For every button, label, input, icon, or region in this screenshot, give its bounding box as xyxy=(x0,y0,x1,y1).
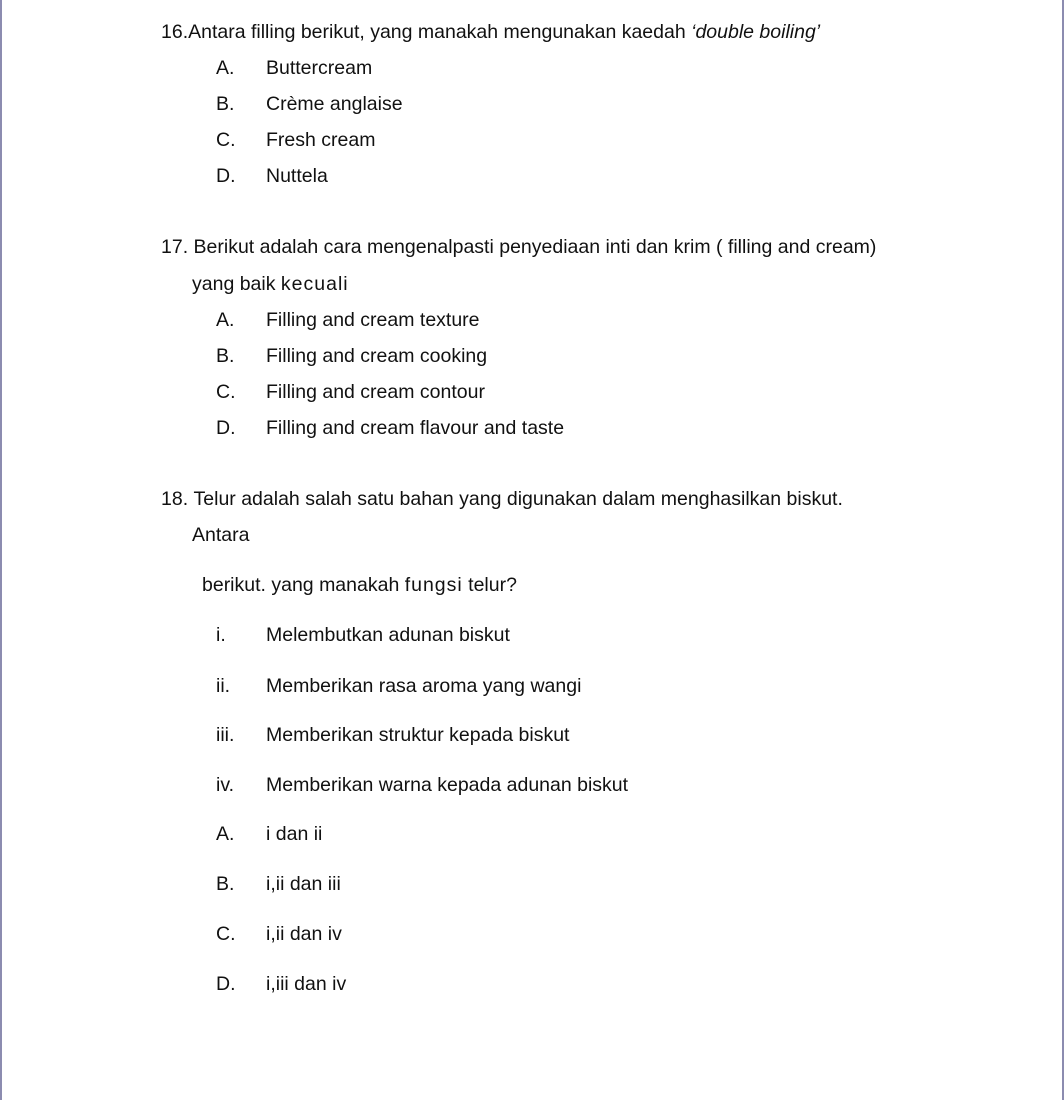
q18-option-a-letter: A. xyxy=(216,823,235,845)
question-16-text: Antara filling berikut, yang manakah mengunakan kaedah xyxy=(188,21,692,43)
question-18-keyword-fungsi: fungsi xyxy=(404,574,463,596)
question-17-keyword-kecuali: kecuali xyxy=(280,273,349,295)
q18-statement-iv-text: Memberikan warna kepada adunan biskut xyxy=(266,774,629,796)
q16-option-c-letter: C. xyxy=(216,129,236,151)
q16-option-a-letter: A. xyxy=(216,57,235,79)
q18-option-a-text: i dan ii xyxy=(266,823,323,845)
q18-statement-i-number: i. xyxy=(216,624,226,646)
q18-statement-iv-number: iv. xyxy=(216,774,235,796)
question-18-text-line-1: Telur adalah salah satu bahan yang digunakan dalam menghasilkan biskut. xyxy=(193,488,843,510)
question-18-text-line-3a: berikut. yang manakah xyxy=(202,574,405,596)
q16-option-d-letter: D. xyxy=(216,165,236,187)
question-16-number: 16. xyxy=(161,21,189,43)
question-18-stem-line-3 xyxy=(202,573,517,597)
q18-statement-ii-number: ii. xyxy=(216,675,231,697)
q18-statement-iii-text: Memberikan struktur kepada biskut xyxy=(266,724,570,746)
q18-statement-i-text: Melembutkan adunan biskut xyxy=(266,624,510,646)
q17-option-c-letter: C. xyxy=(216,381,236,403)
q18-option-b-letter: B. xyxy=(216,873,235,895)
question-17-text-line-2: yang baik xyxy=(192,273,281,295)
question-17-text-line-1: Berikut adalah cara mengenalpasti penyediaan inti dan krim ( filling and cream) xyxy=(193,236,877,258)
question-17-number: 17. xyxy=(161,236,189,258)
question-18-number: 18. xyxy=(161,488,189,510)
q16-option-a-text: Buttercream xyxy=(266,57,373,79)
question-16-stem xyxy=(161,20,820,44)
q18-statement-iii-number: iii. xyxy=(216,724,235,746)
question-17-stem-line-2 xyxy=(192,272,349,296)
q17-option-c-text: Filling and cream contour xyxy=(266,381,485,403)
q16-option-c-text: Fresh cream xyxy=(266,129,376,151)
question-16-italic-term: ‘double boiling’ xyxy=(691,21,821,43)
q16-option-b-text: Crème anglaise xyxy=(266,93,403,115)
q16-option-b-letter: B. xyxy=(216,93,235,115)
question-17-stem-line-1 xyxy=(161,235,876,259)
q17-option-a-text: Filling and cream texture xyxy=(266,309,480,331)
q18-option-d-letter: D. xyxy=(216,973,236,995)
question-18-stem-line-1 xyxy=(161,487,843,511)
q18-option-d-text: i,iii dan iv xyxy=(266,973,347,995)
q17-option-d-text: Filling and cream flavour and taste xyxy=(266,417,565,439)
q17-option-d-letter: D. xyxy=(216,417,236,439)
question-18-stem-line-2: Antara xyxy=(192,524,250,546)
q17-option-b-letter: B. xyxy=(216,345,235,367)
q18-option-c-text: i,ii dan iv xyxy=(266,923,342,945)
q16-option-d-text: Nuttela xyxy=(266,165,328,187)
question-18-text-line-3c: telur? xyxy=(462,574,517,596)
q18-statement-ii-text: Memberikan rasa aroma yang wangi xyxy=(266,675,582,697)
q18-option-c-letter: C. xyxy=(216,923,236,945)
q17-option-a-letter: A. xyxy=(216,309,235,331)
q17-option-b-text: Filling and cream cooking xyxy=(266,345,488,367)
q18-option-b-text: i,ii dan iii xyxy=(266,873,341,895)
